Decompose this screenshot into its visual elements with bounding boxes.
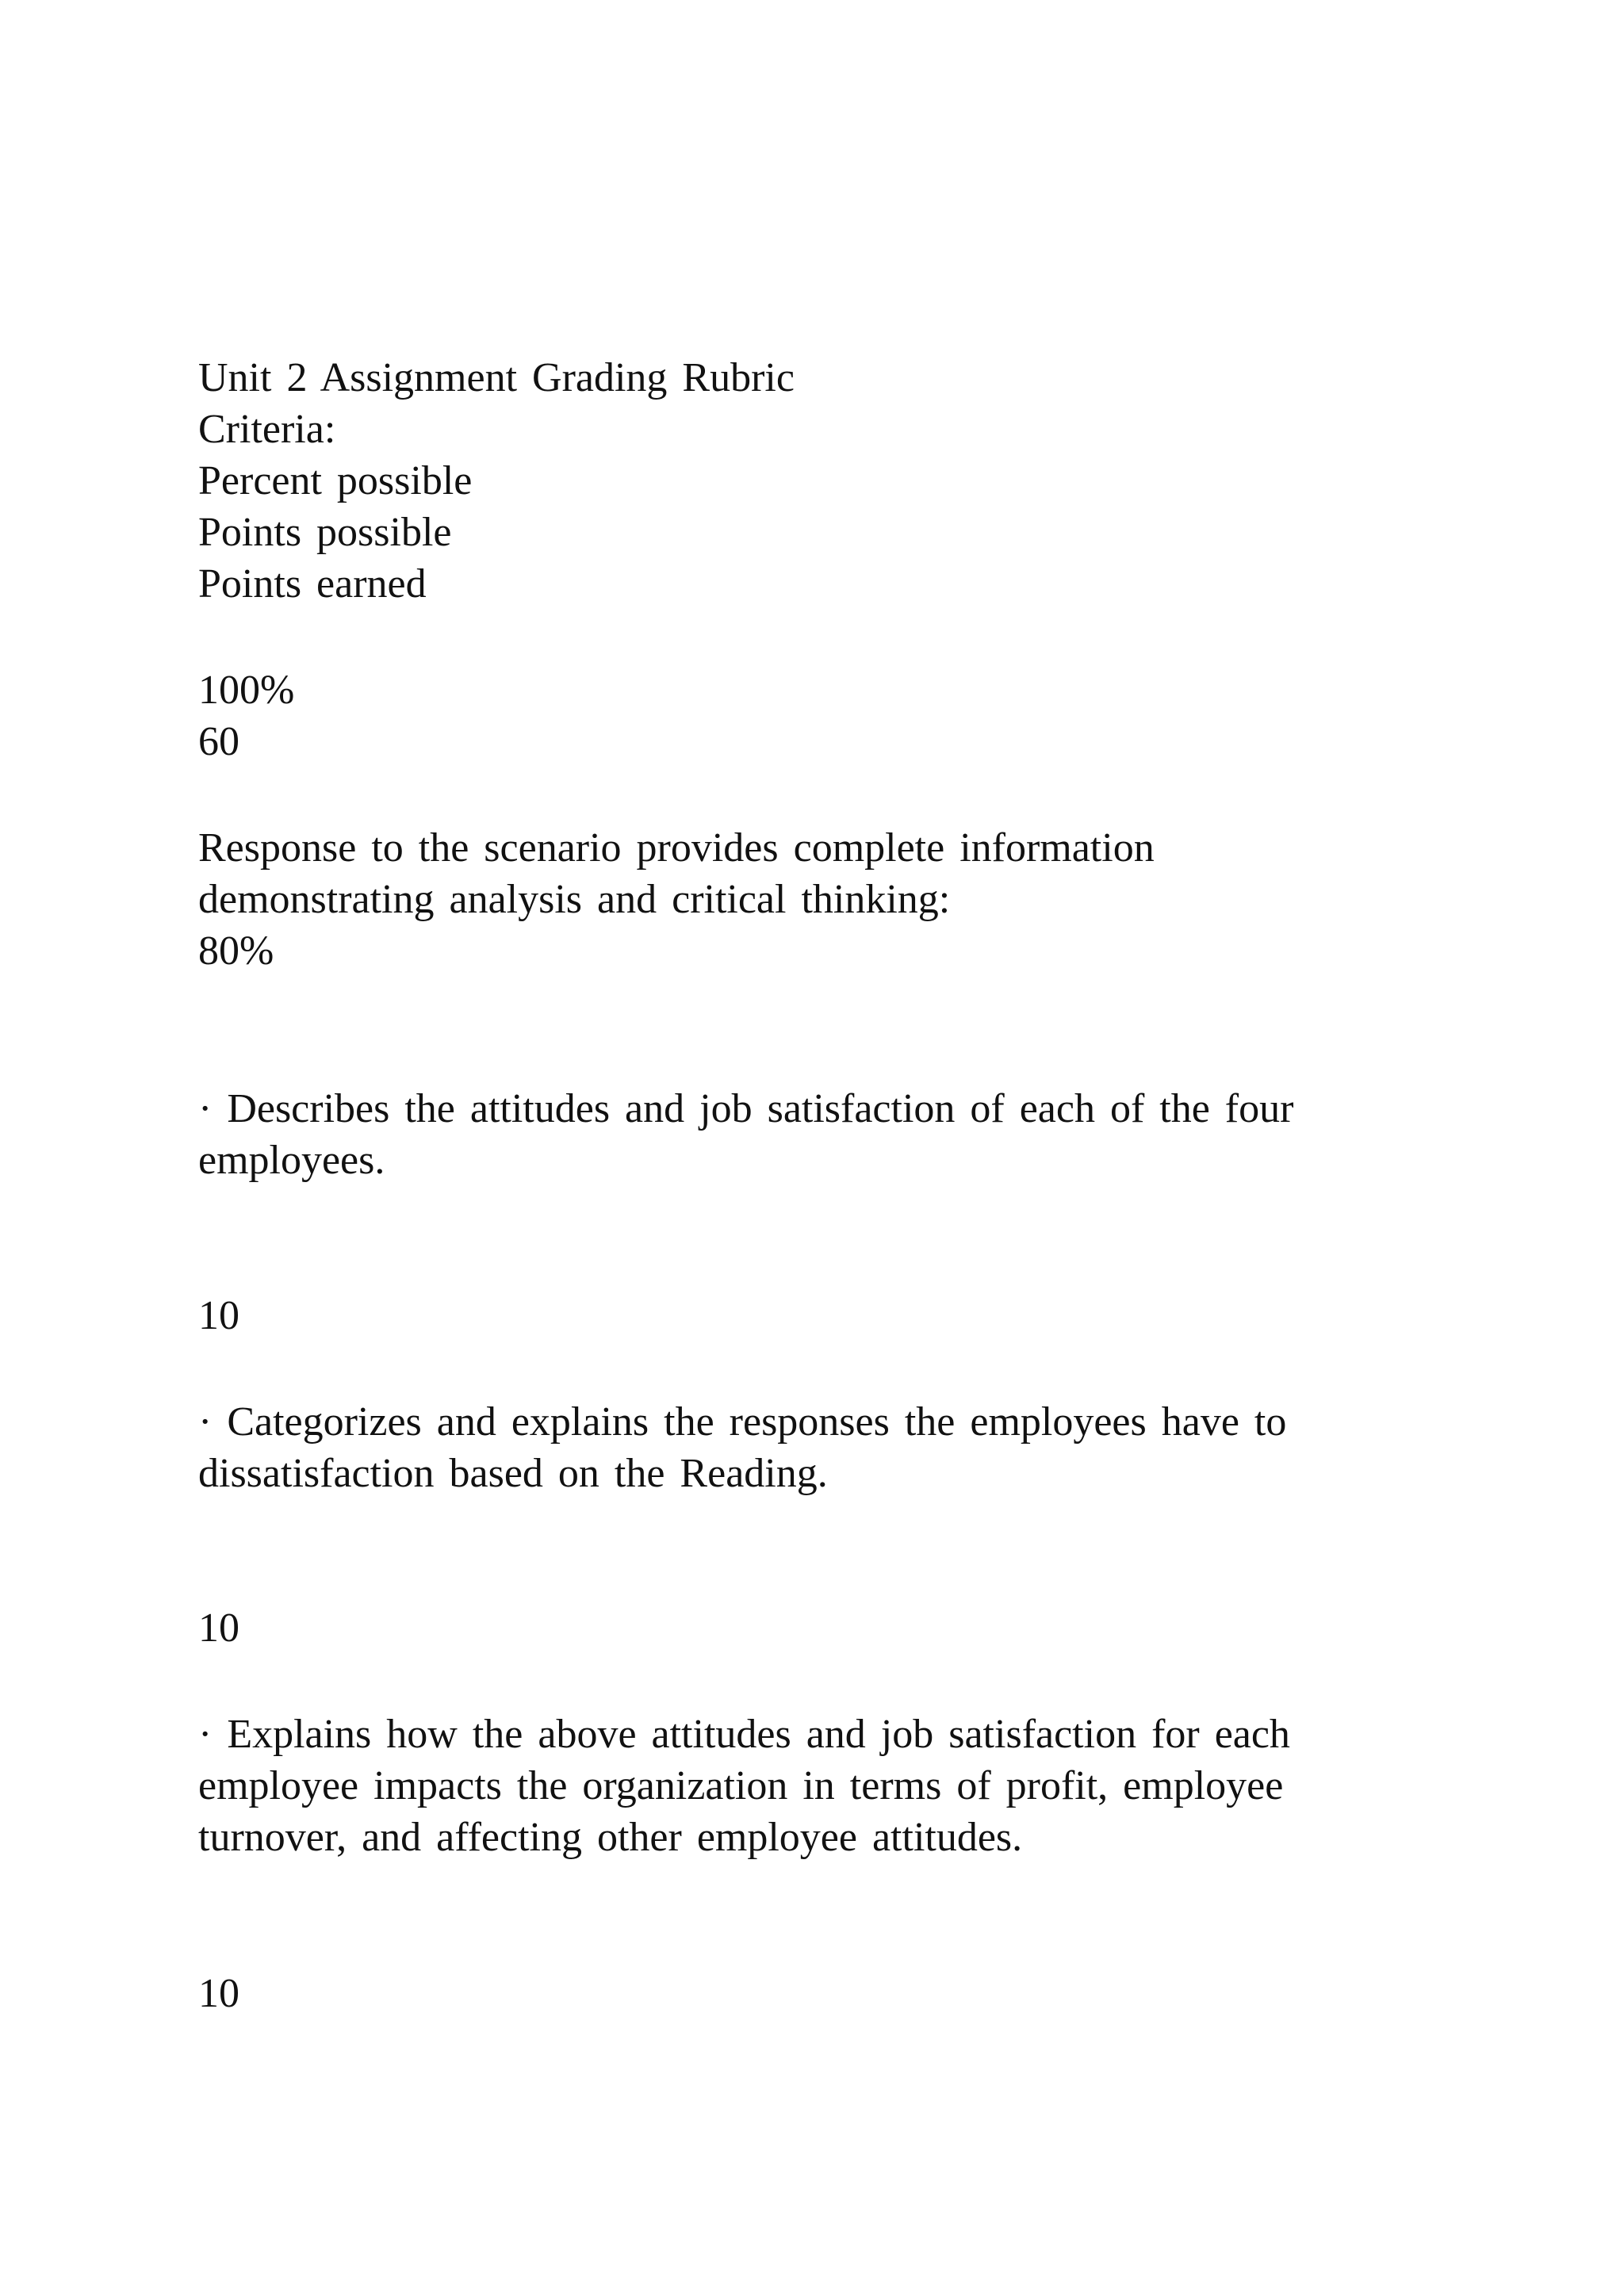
criterion-3-line-3: turnover, and affecting other employee attitudes. [198,1815,1023,1860]
section-description-line-1: Response to the scenario provides complete information [198,825,1155,871]
header-percent-possible-label: Percent possible [198,458,473,503]
header-criteria-label: Criteria: [198,407,336,452]
document-title: Unit 2 Assignment Grading Rubric [198,355,795,400]
total-percent-value: 100% [198,668,295,713]
criterion-2-line-1: · Categorizes and explains the responses the employees have to [198,1399,1287,1445]
criterion-1-points: 10 [198,1293,239,1338]
header-points-possible-label: Points possible [198,510,452,555]
criterion-2-line-2: dissatisfaction based on the Reading. [198,1451,828,1496]
criterion-1-line-1: · Describes the attitudes and job satisfaction of each of the four [198,1086,1294,1131]
section-percent-value: 80% [198,928,274,974]
header-points-earned-label: Points earned [198,561,427,607]
criterion-3-line-1: · Explains how the above attitudes and job satisfaction for each [198,1712,1290,1757]
criterion-2-points: 10 [198,1605,239,1651]
criterion-1-line-2: employees. [198,1138,385,1183]
criterion-3-points: 10 [198,1971,239,2016]
total-points-value: 60 [198,719,239,764]
criterion-3-line-2: employee impacts the organization in terms of profit, employee [198,1763,1284,1808]
section-description-line-2: demonstrating analysis and critical thinking: [198,877,951,922]
